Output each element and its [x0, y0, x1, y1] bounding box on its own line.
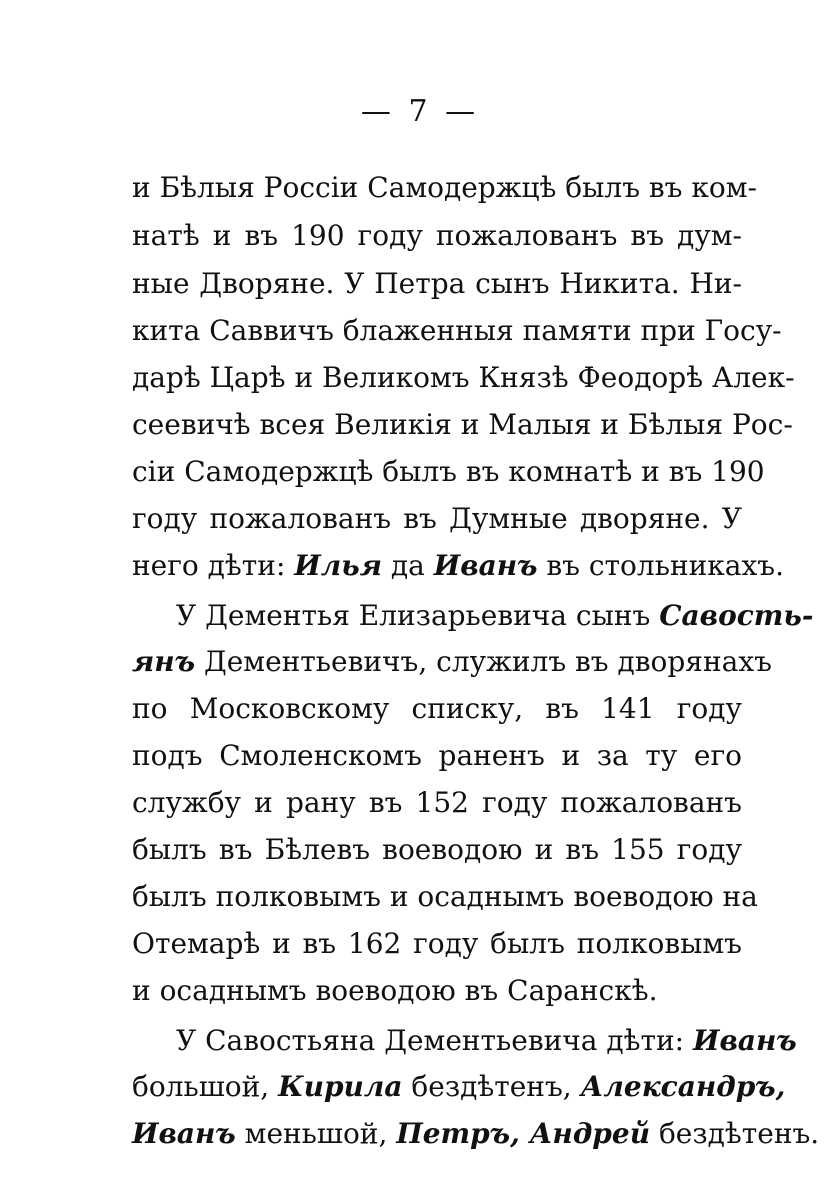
text-line: былъ въ Бѣлевъ воеводою и въ 155 году [132, 833, 742, 866]
text-line: службу и рану въ 152 году пожалованъ [132, 786, 742, 819]
name-italic: Петръ, Андрей [396, 1117, 651, 1150]
text-run: Дементьевичъ, служилъ въ дворянахъ [195, 645, 772, 678]
name-italic: Иванъ [433, 549, 538, 582]
text-line: Отемарѣ и въ 162 году былъ полковымъ [132, 927, 742, 960]
text-run: него дѣти: [132, 549, 295, 582]
text-run: большой, [132, 1070, 279, 1103]
text-run: У Савостьяна Дементьевича дѣти: [176, 1024, 694, 1057]
text-line [176, 1021, 797, 1061]
text-run: бездѣтенъ, [402, 1070, 581, 1103]
text-line: былъ полковымъ и осаднымъ воеводою на [132, 880, 758, 913]
page-number: — 7 — [360, 94, 480, 129]
text-run: У Дементья Елизарьевича сынъ [176, 599, 660, 632]
text-line: дарѣ Царѣ и Великомъ Князѣ Феодорѣ Алек- [132, 361, 795, 394]
text-run: меньшой, [235, 1117, 397, 1150]
text-line: кита Саввичъ блаженныя памяти при Госу- [132, 314, 782, 347]
text-run: бездѣтенъ. [650, 1117, 820, 1150]
name-italic: янъ [132, 645, 196, 678]
name-italic: Иванъ [132, 1117, 236, 1150]
text-line: ные Дворяне. У Петра сынъ Никита. Ни- [132, 267, 742, 300]
text-run: да [382, 549, 434, 582]
text-line: по Московскому списку, въ 141 году [132, 692, 742, 725]
name-italic: Илья [294, 549, 382, 582]
name-italic: Кирила [278, 1070, 403, 1103]
text-line [132, 1067, 786, 1107]
text-line: сіи Самодержцѣ былъ въ комнатѣ и въ 190 [132, 455, 765, 488]
text-line: и осаднымъ воеводою въ Саранскѣ. [132, 974, 658, 1007]
name-italic: Иванъ [693, 1024, 797, 1057]
text-line [132, 1114, 820, 1154]
name-italic: Савость- [659, 599, 814, 632]
text-line: году пожалованъ въ Думные дворяне. У [132, 502, 742, 535]
text-run: въ стольникахъ. [537, 549, 784, 582]
text-line [132, 546, 784, 586]
text-line: сеевичѣ всея Великія и Малыя и Бѣлыя Рос- [132, 408, 793, 441]
text-line: натѣ и въ 190 году пожалованъ въ дум- [132, 219, 742, 252]
text-line [176, 596, 814, 636]
text-line: подъ Смоленскомъ раненъ и за ту его [132, 739, 742, 772]
text-line: и Бѣлыя Россіи Самодержцѣ былъ въ ком- [132, 171, 757, 204]
text-line [132, 642, 772, 682]
name-italic: Александръ, [580, 1070, 786, 1103]
